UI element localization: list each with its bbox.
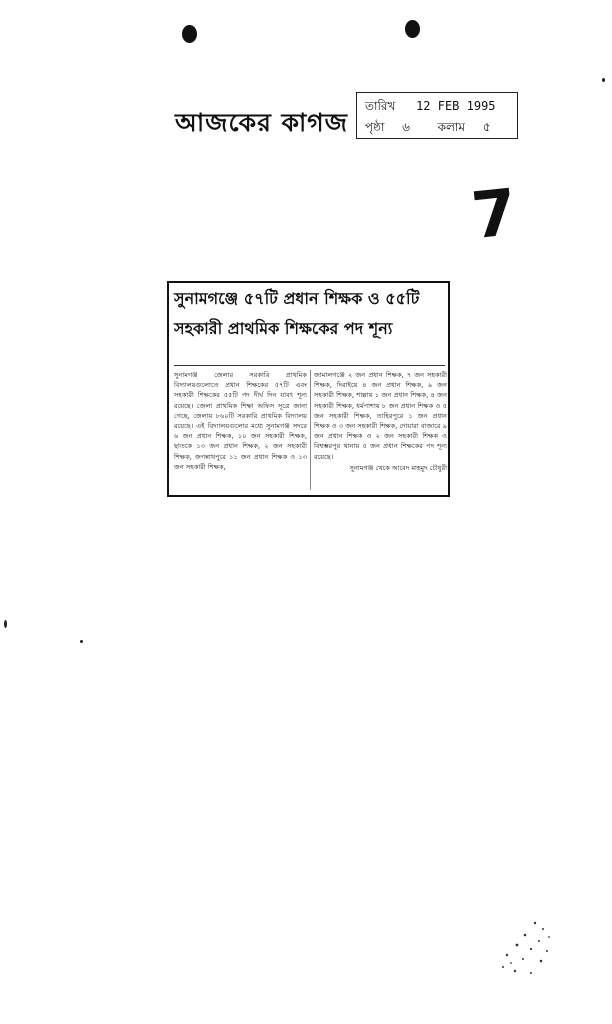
stamp-column-label: কলাম bbox=[437, 120, 466, 134]
scan-smudge bbox=[495, 915, 565, 985]
headline-rule bbox=[174, 365, 445, 366]
article-byline: সুনামগঞ্জ থেকে আবেদ মাহমুদ চৌধুরী bbox=[349, 463, 447, 472]
scan-speck bbox=[602, 78, 605, 82]
stamp-column-value: ৫ bbox=[482, 120, 491, 134]
scan-speck bbox=[80, 640, 83, 643]
stamp-date-label: তারিখ bbox=[365, 99, 396, 113]
clipping-headline bbox=[174, 287, 446, 341]
headline-line-2: সহকারী প্রাথমিক শিক্ষকের পদ শূন্য bbox=[174, 319, 393, 338]
headline-line-1: সুনামগঞ্জে ৫৭টি প্রধান শিক্ষক ও ৫৫টি bbox=[174, 289, 420, 308]
column-divider bbox=[310, 370, 311, 490]
handwritten-number: 7 bbox=[468, 175, 521, 255]
stamp-date-value: 12 FEB 1995 bbox=[416, 99, 496, 113]
stamp-page-label: পৃষ্ঠা bbox=[365, 120, 385, 134]
article-column-2 bbox=[314, 370, 447, 473]
date-stamp bbox=[356, 92, 518, 139]
punch-hole-right bbox=[405, 20, 420, 38]
article-column-2-text: জামালগঞ্জে ২ জন প্রধান শিক্ষক, ৭ জন সহকারী শিক্ষক, দিরাইয়ে ৪ জন প্রধান শিক্ষক, ৯ জন সহকারী শিক্ষক, শাল্লায় ১ জন প্রধান শিক্ষক, ৪ জন সহকারী শিক্ষক, ধর্মপাশায় ৮ জন প্রধান শিক্ষক ও ৫ জন সহকারী শিক্ষক, তাহিরপুরে ১ জন প্রধান শিক্ষক ও ৩ জন সহকারী শিক্ষক, দোয়ারা বাজারে ৯ জন প্রধান শিক্ষক ও ২ জন সহকারী শিক্ষক ও বিশ্বম্ভরপুর থানায় ৫ জন প্রধান শিক্ষকের পদ শূন্য রয়েছে। bbox=[314, 371, 447, 461]
article-column-1: সুনামগঞ্জ জেলার সরকারি প্রাথমিক বিদ্যালয়গুলোতে প্রধান শিক্ষকের ৫৭টি এবং সহকারী শিক্ষকের ৫৫টি পদ দীর্ঘ দিন যাবৎ শূন্য রয়েছে। জেলা প্রাথমিক শিক্ষা অফিস সূত্রে জানা গেছে, জেলায় ৮৬০টি সরকারি প্রাথমিক বিদ্যালয় রয়েছে। এই বিদ্যালয়গুলোর মধ্যে সুনামগঞ্জ সদরে ৬ জন প্রধান শিক্ষক, ১০ জন সহকারী শিক্ষক, ছাতকে ১৩ জন প্রধান শিক্ষক, ২ জন সহকারী শিক্ষক, জগন্নাথপুরে ১১ জন প্রধান শিক্ষক ও ১৩ জন সহকারী শিক্ষক, bbox=[174, 371, 307, 471]
punch-hole-left bbox=[182, 25, 197, 43]
newspaper-masthead: আজকের কাগজ bbox=[175, 108, 349, 137]
stamp-page-value: ৬ bbox=[402, 120, 410, 134]
newspaper-clipping bbox=[167, 281, 450, 497]
scan-speck bbox=[4, 620, 7, 628]
